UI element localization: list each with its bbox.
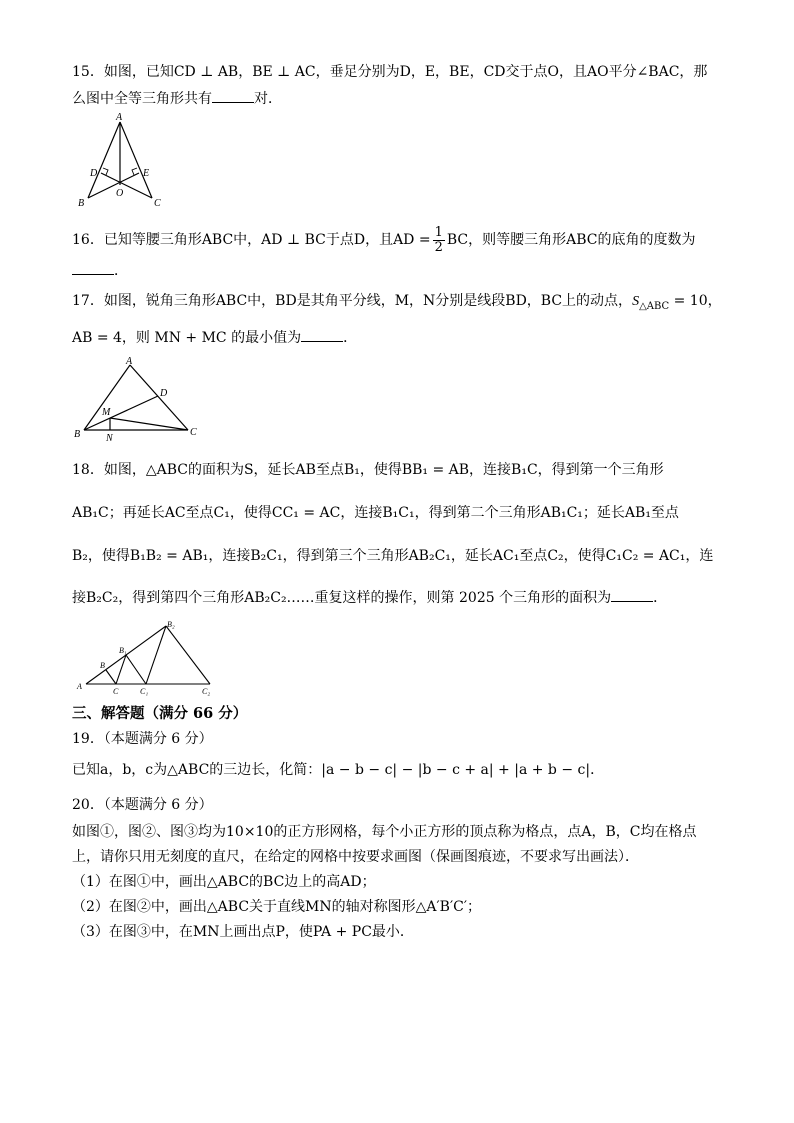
- q16-fraction: [433, 226, 445, 255]
- q15-line2: [72, 88, 282, 109]
- q18-answer-blank[interactable]: [611, 587, 653, 602]
- q18-label-B2: B₂: [167, 620, 175, 629]
- q15-label-O: O: [116, 188, 124, 199]
- q17-text-2: AB = 4，则 MN + MC 的最小值为: [72, 330, 302, 346]
- q17-answer-blank[interactable]: [301, 327, 343, 342]
- q15-line1: 15．如图，已知CD ⊥ AB，BE ⊥ AC，垂足分别为D，E，BE，CD交于点O，且AO平分∠BAC，那: [72, 64, 708, 80]
- q17-figure: [70, 355, 200, 445]
- q17-text-1: 17．如图，锐角三角形ABC中，BD是其角平分线，M，N分别是线段BD，BC上的动点，: [72, 293, 633, 309]
- q15-label-C: C: [154, 198, 161, 209]
- q20-item-3: （3）在图③中，在MN上画出点P，使PA + PC最小．: [72, 924, 414, 940]
- q20-item-1: （1）在图①中，画出△ABC的BC边上的高AD；: [72, 874, 376, 890]
- q15-text: 么图中全等三角形共有: [72, 91, 212, 107]
- q20-header: 20．（本题满分 6 分）: [72, 797, 213, 813]
- q16-text-1: 16．已知等腰三角形ABC中，AD ⊥ BC于点D，且AD =: [72, 232, 431, 248]
- q19-header: 19．（本题满分 6 分）: [72, 731, 213, 747]
- q16-text-2: BC，则等腰三角形ABC的底角的度数为: [446, 232, 696, 248]
- q15-answer-blank[interactable]: [212, 88, 254, 103]
- q15-label-B: B: [78, 198, 85, 209]
- q18-label-C1: C₁: [140, 687, 149, 696]
- q17-area-value: = 10，: [669, 293, 722, 309]
- q17-label-N: N: [106, 433, 113, 444]
- q17-line2: [72, 327, 357, 348]
- q17-line1: [72, 291, 722, 317]
- q15-label-D: D: [90, 168, 98, 179]
- q18-label-C: C: [113, 687, 119, 696]
- q20-intro-1: 如图①，图②、图③均为10×10的正方形网格，每个小正方形的顶点称为格点，点A，B，C均在格点: [72, 824, 697, 840]
- q19-body: 已知a，b，c为△ABC的三边长，化简：|a − b − c| − |b − c + a| + |a + b − c|．: [72, 762, 605, 778]
- q18-label-C2: C₂: [202, 687, 211, 696]
- q16-line2: [72, 260, 128, 281]
- q20-intro-2: 上，请你只用无刻度的直尺，在给定的网格中按要求画图（保画图痕迹，不要求写出画法）．: [72, 849, 639, 865]
- q17-tail: ．: [343, 330, 358, 346]
- q18-label-B: B: [100, 661, 105, 670]
- q15-tail: 对．: [254, 91, 282, 107]
- q18-figure: [74, 618, 224, 696]
- q16-answer-blank[interactable]: [72, 260, 114, 275]
- q18-label-B1: B₁: [119, 646, 127, 655]
- q17-label-D: D: [160, 388, 168, 399]
- q15-label-A: A: [116, 112, 123, 123]
- q17-label-A: A: [126, 356, 133, 367]
- q18-text-4: 接B₂C₂，得到第四个三角形AB₂C₂……重复这样的操作，则第 2025 个三角形的面积为: [72, 590, 612, 606]
- q15-figure: [74, 110, 170, 210]
- q18-line2: AB₁C；再延长AC至点C₁，使得CC₁ = AC，连接B₁C₁，得到第二个三角形AB₁C₁；延长AB₁至点: [72, 505, 679, 521]
- q20-item-2: （2）在图②中，画出△ABC关于直线MN的轴对称图形△A′B′C′；: [72, 899, 482, 915]
- q18-line3: B₂，使得B₁B₂ = AB₁，连接B₂C₁，得到第三个三角形AB₂C₁，延长AC₁至点C₂，使得C₁C₂ = AC₁，连: [72, 548, 714, 564]
- q17-label-B: B: [74, 429, 81, 440]
- q18-line1: 18．如图，△ABC的面积为S，延长AB至点B₁，使得BB₁ = AB，连接B₁C，得到第一个三角形: [72, 462, 664, 478]
- q16-frac-num: 1: [434, 224, 443, 240]
- section-3-title: 三、解答题（满分 66 分）: [72, 705, 248, 722]
- q18-label-A: A: [77, 682, 82, 691]
- q15-label-E: E: [143, 168, 150, 179]
- q17-area-symbol: S: [632, 294, 640, 309]
- q17-label-M: M: [102, 407, 111, 418]
- q17-label-C: C: [190, 427, 197, 438]
- q16-tail: ．: [114, 263, 128, 279]
- q16-line1: [72, 224, 696, 256]
- q16-frac-den: 2: [434, 239, 443, 255]
- q18-line4: [72, 587, 667, 608]
- q18-tail: ．: [653, 590, 668, 606]
- q17-area-sub: △ABC: [639, 300, 670, 312]
